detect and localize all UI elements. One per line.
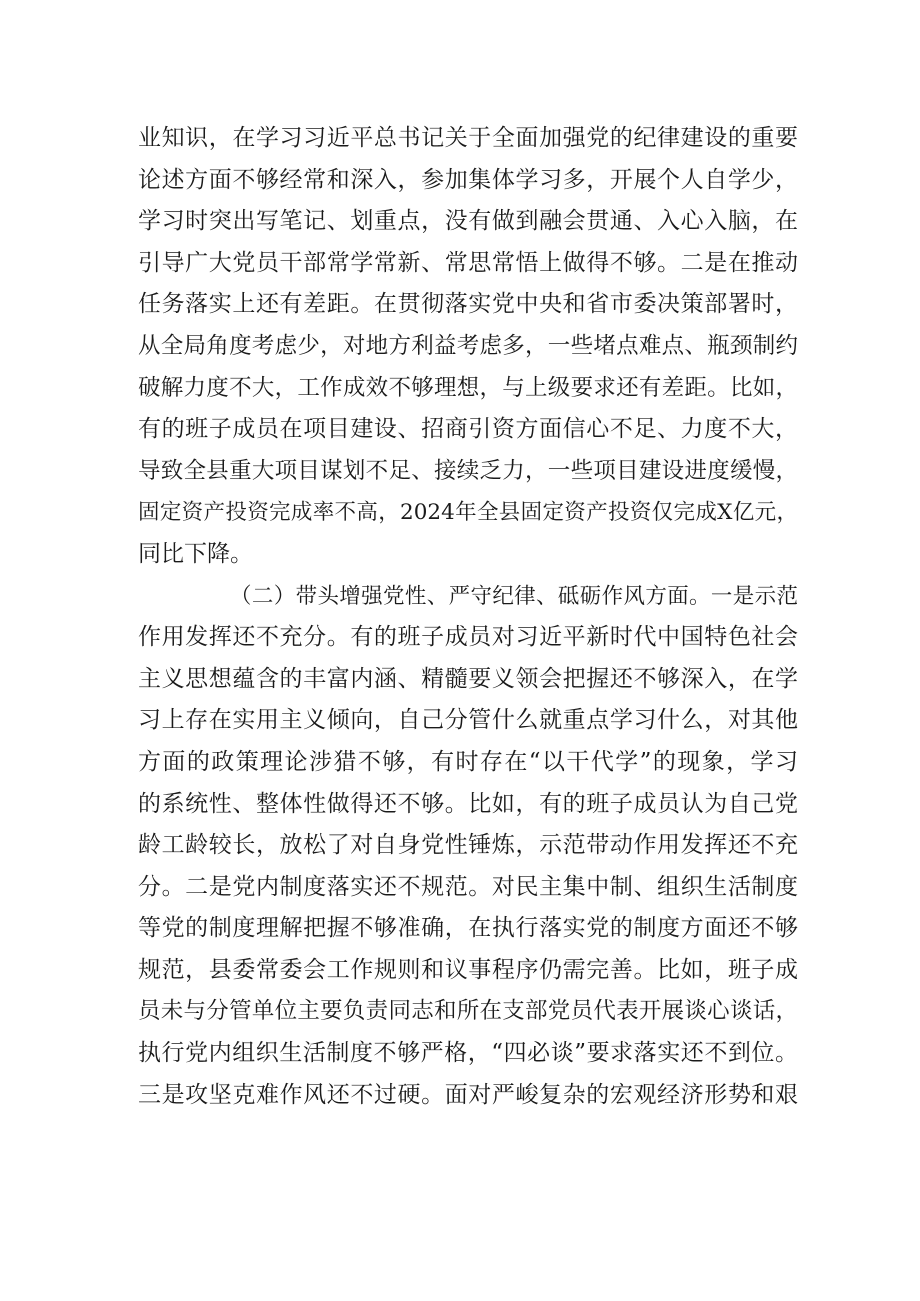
- text-line: 任务落实上还有差距。在贯彻落实党中央和省市委决策部署时，: [138, 291, 798, 318]
- text-line: 三是攻坚克难作风还不过硬。面对严峻复杂的宏观经济形势和艰: [138, 1081, 798, 1108]
- text-line: 破解力度不大，工作成效不够理想，与上级要求还有差距。比如，: [138, 374, 798, 401]
- text-line: 业知识，在学习习近平总书记关于全面加强党的纪律建设的重要: [138, 125, 798, 151]
- text-line: 规范，县委常委会工作规则和议事程序仍需完善。比如，班子成: [138, 956, 798, 983]
- text-line: 员未与分管单位主要负责同志和所在支部党员代表开展谈心谈话，: [138, 998, 798, 1025]
- text-line: 作用发挥还不充分。有的班子成员对习近平新时代中国特色社会: [138, 624, 798, 651]
- text-line: 引导广大党员干部常学常新、常思常悟上做得不够。二是在推动: [138, 249, 798, 276]
- text-line: 学习时突出写笔记、划重点，没有做到融会贯通、入心入脑，在: [138, 208, 798, 235]
- text-line: 的系统性、整体性做得还不够。比如，有的班子成员认为自己党: [138, 790, 798, 817]
- text-line: 导致全县重大项目谋划不足、接续乏力，一些项目建设进度缓慢，: [138, 457, 798, 484]
- text-line: 论述方面不够经常和深入，参加集体学习多，开展个人自学少，: [138, 166, 798, 193]
- text-line: 有的班子成员在项目建设、招商引资方面信心不足、力度不大，: [138, 416, 798, 443]
- text-line: 固定资产投资完成率不高，2024年全县固定资产投资仅完成X亿元，: [138, 500, 798, 526]
- text-line: 执行党内组织生活制度不够严格，“四必谈”要求落实还不到位。: [138, 1040, 798, 1067]
- text-line: 主义思想蕴含的丰富内涵、精髓要义领会把握还不够深入，在学: [138, 665, 798, 692]
- text-line: 方面的政策理论涉猎不够，有时存在“以干代学”的现象，学习: [138, 748, 798, 775]
- text-line: 习上存在实用主义倾向，自己分管什么就重点学习什么，对其他: [138, 707, 798, 734]
- body-text: [138, 118, 798, 1116]
- text-line: 分。二是党内制度落实还不规范。对民主集中制、组织生活制度: [138, 873, 798, 900]
- section-heading-line: （二）带头增强党性、严守纪律、砥砺作风方面。一是示范: [230, 583, 798, 609]
- text-line: 从全局角度考虑少，对地方利益考虑多，一些堵点难点、瓶颈制约: [138, 332, 798, 359]
- text-line: 龄工龄较长，放松了对自身党性锤炼，示范带动作用发挥还不充: [138, 832, 798, 859]
- text-line: 同比下降。: [138, 540, 253, 567]
- text-line: 等党的制度理解把握不够准确，在执行落实党的制度方面还不够: [138, 915, 798, 942]
